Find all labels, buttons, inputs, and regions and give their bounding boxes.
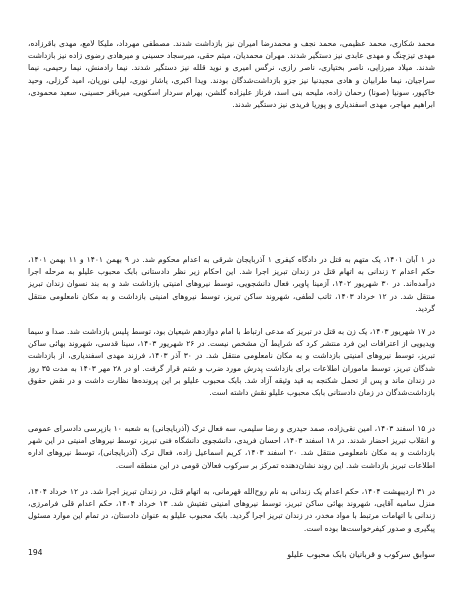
page-number: 194 xyxy=(28,548,43,557)
paragraph-executions-1404: در ۳۱ اردیبهشت ۱۴۰۴، حکم اعدام یک زندانی به نام روح‌الله قهرمانی، به اتهام قتل، در زندان تبریز اجرا شد. در ۱۲ خرداد ۱۴۰۴، منزل سامیه آقایی، شهروند بهائی ساکن تبریز، توسط نیروهای امنیتی تفتیش شد. ۱۳ خرداد ۱۴۰۴، حکم اعدام قلی فرامرزی، زندانی با اتهامات مرتبط با مواد مخدر، در زندان تبریز اجرا گردید. بابک محبوب علیلو به عنوان دادستان، در تمام این موارد مسئول پیگیری و صدور کیفرخواست‌ها بوده است. xyxy=(28,487,435,533)
paragraph-arrests-1403: در ۱۷ شهریور ۱۴۰۳، یک زن به قتل در تبریز که مدعی ارتباط با امام دوازدهم شیعیان بود، توسط پلیس بازداشت شد. صدا و سیما ویدیویی از اعترافات این فرد منتشر کرد که شرایط آن مشخص نیست. در ۲۶ شهریور ۱۴۰۳، سینا قدسی، شهروند بهائی ساکن تبریز، توسط نیروهای امنیتی بازداشت و به مکان نامعلومی منتقل شد. در ۳۰ آذر ۱۴۰۳، فرزند مهدی اسفندیاری، از بازداشت شدگان تبریز، توسط ماموران اطلاعات برای بازداشت پدرش مورد ضرب و شتم قرار گرفت. او در ۲۸ مهر ۱۴۰۳ به مدت ۳۵ روز در زندان ماند و پس از تحمل شکنجه به قید وثیقه آزاد شد. بابک محبوب علیلو بر این پرونده‌ها نظارت داشت و در نقض حقوق بازداشت‌شدگان در زمان دادستانی بابک محبوب علیلو نقش داشته است. xyxy=(28,327,435,398)
document-page xyxy=(28,38,435,578)
paragraph-detainees: محمد شکاری، محمد عظیمی، محمد نجف و محمدرضا امیران نیز بازداشت شدند. مصطفی مهرداد، ملیکا لامع، مهدی باقرزاده، مهدی تیزچنگ و مهدی عابدی نیز دستگیر شدند. مهران محمدیان، میثم حقی، میرسجاد حسینی و میرهادی رضوی زاده نیز بازداشت شدند. میلاد میرزایی، ناصر بختیاری، ناصر رازی، نرگس امیری و نوید قلله نیز دستگیر شدند. نیما رادمنش، نیما رحیمی، نیما سراجیان، نیما طرابیان و هادی مجیدنیا نیز جزو بازداشت‌شدگان بودند. ویدا اکبری، یاشار نوری، لیلی نوریان، امید گرزلی، وحید خاکپور، سونیا (صونا) رحمان زاده، ملیحه بنی اسد، فرناز علیزاده گلشن، بهرام سردار اسکویی، میرباقر حسینی، سعید محمودی، ابراهیم مهاجر، مهدی اسفندیاری و پوریا فریدی نیز دستگیر شدند. xyxy=(28,39,435,110)
paragraph-executions-1401: در ۱ آبان ۱۴۰۱، یک متهم به قتل در دادگاه کیفری ۱ آذربایجان شرقی به اعدام محکوم شد. در ۹ بهمن ۱۴۰۱ و ۱۱ بهمن ۱۴۰۱، حکم اعدام ۲ زندانی به اتهام قتل در زندان تبریز اجرا شد. این احکام زیر نظر دادستانی بابک محبوب علیلو به مرحله اجرا درآمده‌اند. در ۳۰ شهریور ۱۴۰۲، آزمینا پاویر، فعال دانشجویی، توسط نیروهای امنیتی بازداشت شد و به بند نسوان زندان تبریز منتقل شد. در ۱۲ خرداد ۱۴۰۳، ثاتب لطفی، شهروند ساکن تبریز، توسط نیروهای امنیتی بازداشت و به مکان نامعلومی منتقل گردید. xyxy=(28,255,435,313)
section-caption: سوابق سرکوب و قربانیان بابک محبوب علیلو xyxy=(287,550,435,559)
paragraph-turkic-activists: در ۱۵ اسفند ۱۴۰۳، امین نقی‌زاده، صمد حیدری و رضا سلیمی، سه فعال ترک (آذربایجانی) به شعبه ۱۰ بازپرسی دادسرای عمومی و انقلاب تبریز احضار شدند. در ۱۸ اسفند ۱۴۰۳، احسان فریدی، دانشجوی دانشگاه فنی تبریز، توسط نیروهای امنیتی در این شهر بازداشت و به مکان نامعلومی منتقل شد. ۲۰ اسفند ۱۴۰۳، کریم اسماعیل زاده، فعال ترک (آذربایجانی)، توسط نیروهای اداره اطلاعات تبریز بازداشت شد. این روند نشان‌دهنده تمرکز بر سرکوب فعالان قومی در این منطقه است. xyxy=(28,424,435,470)
